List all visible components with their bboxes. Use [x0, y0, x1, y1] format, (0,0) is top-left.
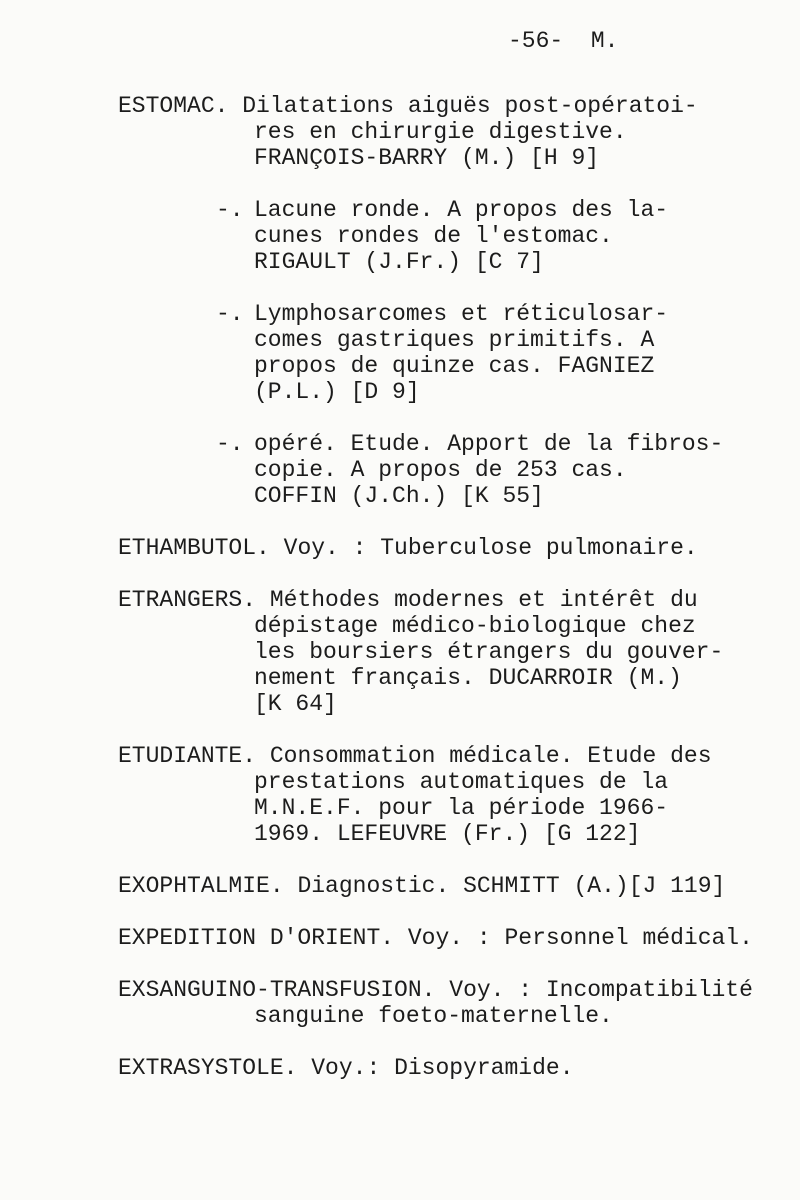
page-number: -56- [508, 28, 564, 54]
index-entry-ethambutol [118, 535, 758, 561]
entry-line: cunes rondes de l'estomac. [254, 223, 613, 249]
entry-line: copie. A propos de 253 cas. [254, 457, 627, 483]
entry-line: les boursiers étrangers du gouver- [254, 639, 724, 665]
entry-line: Consommation médicale. Etude des [269, 743, 712, 769]
entry-term: ESTOMAC. [118, 93, 229, 119]
entry-term: EXTRASYSTOLE. [118, 1055, 298, 1081]
entry-line: (P.L.) [D 9] [254, 379, 420, 405]
subentry-marker: -. [216, 431, 244, 457]
entry-line: COFFIN (J.Ch.) [K 55] [254, 483, 544, 509]
entry-line: Lacune ronde. A propos des la- [254, 197, 669, 223]
index-entry-expedition-d-orient [118, 925, 758, 951]
entry-line: Dilatations aiguës post-opératoi- [242, 93, 698, 119]
entry-line: RIGAULT (J.Fr.) [C 7] [254, 249, 544, 275]
entry-line: prestations automatiques de la [254, 769, 669, 795]
entry-line: [K 64] [254, 691, 337, 717]
index-subentry-lymphosarcomes [118, 301, 758, 405]
index-entries [118, 93, 758, 1107]
index-subentry-opere [118, 431, 758, 509]
entry-line: FRANÇOIS-BARRY (M.) [H 9] [254, 145, 600, 171]
entry-term: ETHAMBUTOL. [118, 535, 270, 561]
index-entry-exophtalmie [118, 873, 758, 899]
entry-term: ETRANGERS. [118, 587, 257, 613]
entry-line: M.N.E.F. pour la période 1966- [254, 795, 669, 821]
index-letter: M. [590, 28, 619, 54]
entry-line: Diagnostic. SCHMITT (A.)[J 119] [297, 873, 726, 899]
entry-line: propos de quinze cas. FAGNIEZ [254, 353, 655, 379]
entry-line: res en chirurgie digestive. [254, 119, 627, 145]
subentry-marker: -. [216, 197, 244, 223]
index-subentry-lacune-ronde [118, 197, 758, 275]
page-header [508, 28, 618, 54]
entry-term: ETUDIANTE. [118, 743, 257, 769]
entry-line: nement français. DUCARROIR (M.) [254, 665, 682, 691]
index-entry-etrangers [118, 587, 758, 717]
entry-line: opéré. Etude. Apport de la fibros- [254, 431, 724, 457]
entry-line: Voy.: Disopyramide. [311, 1055, 574, 1081]
entry-line: Voy. : Personnel médical. [407, 925, 753, 951]
index-entry-extrasystole [118, 1055, 758, 1081]
index-entry-etudiante [118, 743, 758, 847]
entry-line: comes gastriques primitifs. A [254, 327, 655, 353]
entry-term: EXSANGUINO-TRANSFUSION. [118, 977, 436, 1003]
index-entry-estomac [118, 93, 758, 171]
entry-term: EXOPHTALMIE. [118, 873, 284, 899]
entry-line: Voy. : Tuberculose pulmonaire. [283, 535, 698, 561]
subentry-marker: -. [216, 301, 244, 327]
entry-line: 1969. LEFEUVRE (Fr.) [G 122] [254, 821, 641, 847]
entry-line: Méthodes modernes et intérêt du [269, 587, 698, 613]
entry-line: dépistage médico-biologique chez [254, 613, 696, 639]
index-entry-exsanguino-transfusion [118, 977, 758, 1029]
entry-line: Voy. : Incompatibilité [449, 977, 753, 1003]
entry-line: sanguine foeto-maternelle. [254, 1003, 613, 1029]
entry-term: EXPEDITION D'ORIENT. [118, 925, 395, 951]
entry-line: Lymphosarcomes et réticulosar- [254, 301, 669, 327]
